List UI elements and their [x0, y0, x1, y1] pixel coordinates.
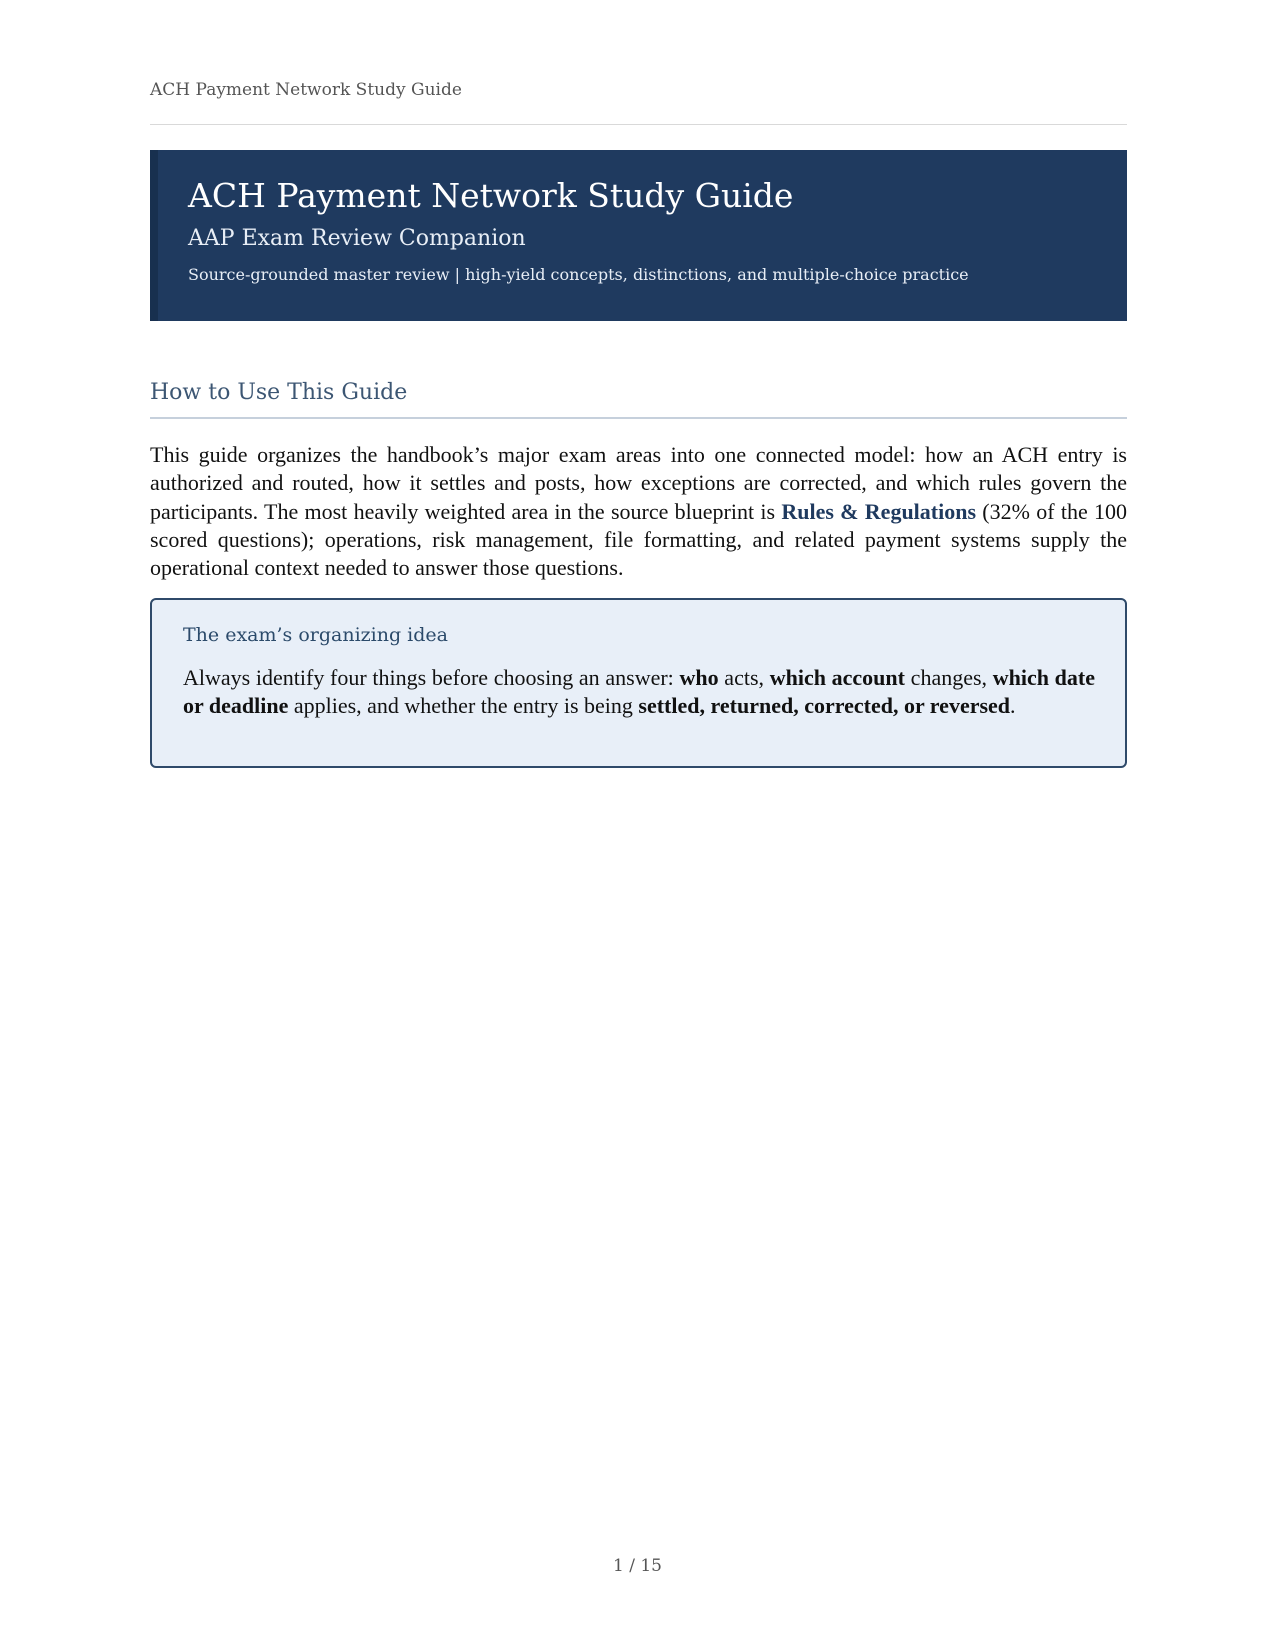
running-header: ACH Payment Network Study Guide: [150, 80, 462, 100]
intro-text-1: This guide organizes the handbook’s major exam areas into one connected model: how an ACH entry is authorized and routed, how it settles and posts, how exceptions are corrected, and which rules govern the participants. The most heavily weighted area in the source blueprint is: [150, 442, 1127, 524]
document-tagline: Source-grounded master review | high-yield concepts, distinctions, and multiple-choice practice: [188, 265, 969, 284]
callout-bold-date: which date or deadline: [183, 665, 1096, 719]
callout-text-5: .: [1010, 693, 1016, 719]
intro-paragraph: [150, 441, 1127, 582]
header-divider: [150, 124, 1127, 125]
callout-text-3: changes,: [904, 665, 993, 690]
section-heading: How to Use This Guide: [150, 380, 408, 405]
intro-text-2: (32% of the 100 scored questions); operations, risk management, file formatting, and related payment systems supply the operational context needed to answer those questions.: [150, 498, 1128, 581]
callout-body: [183, 664, 1095, 721]
document-subtitle: AAP Exam Review Companion: [188, 226, 526, 251]
callout-text-4: applies, and whether the entry is being: [288, 693, 639, 719]
callout-bold-status: settled, returned, corrected, or reversed: [638, 693, 1011, 719]
page-number: 1 / 15: [613, 1556, 662, 1576]
callout-box: [150, 598, 1127, 768]
intro-emphasis: Rules & Regulations: [781, 498, 977, 524]
callout-text-1: Always identify four things before choosing an answer:: [183, 665, 680, 690]
callout-text-2: acts,: [718, 665, 770, 690]
document-title: ACH Payment Network Study Guide: [188, 176, 794, 215]
callout-title: The exam’s organizing idea: [183, 624, 448, 646]
callout-bold-who: who: [679, 665, 719, 690]
section-divider: [150, 417, 1127, 419]
title-banner: [150, 150, 1127, 321]
callout-bold-account: which account: [769, 665, 905, 690]
